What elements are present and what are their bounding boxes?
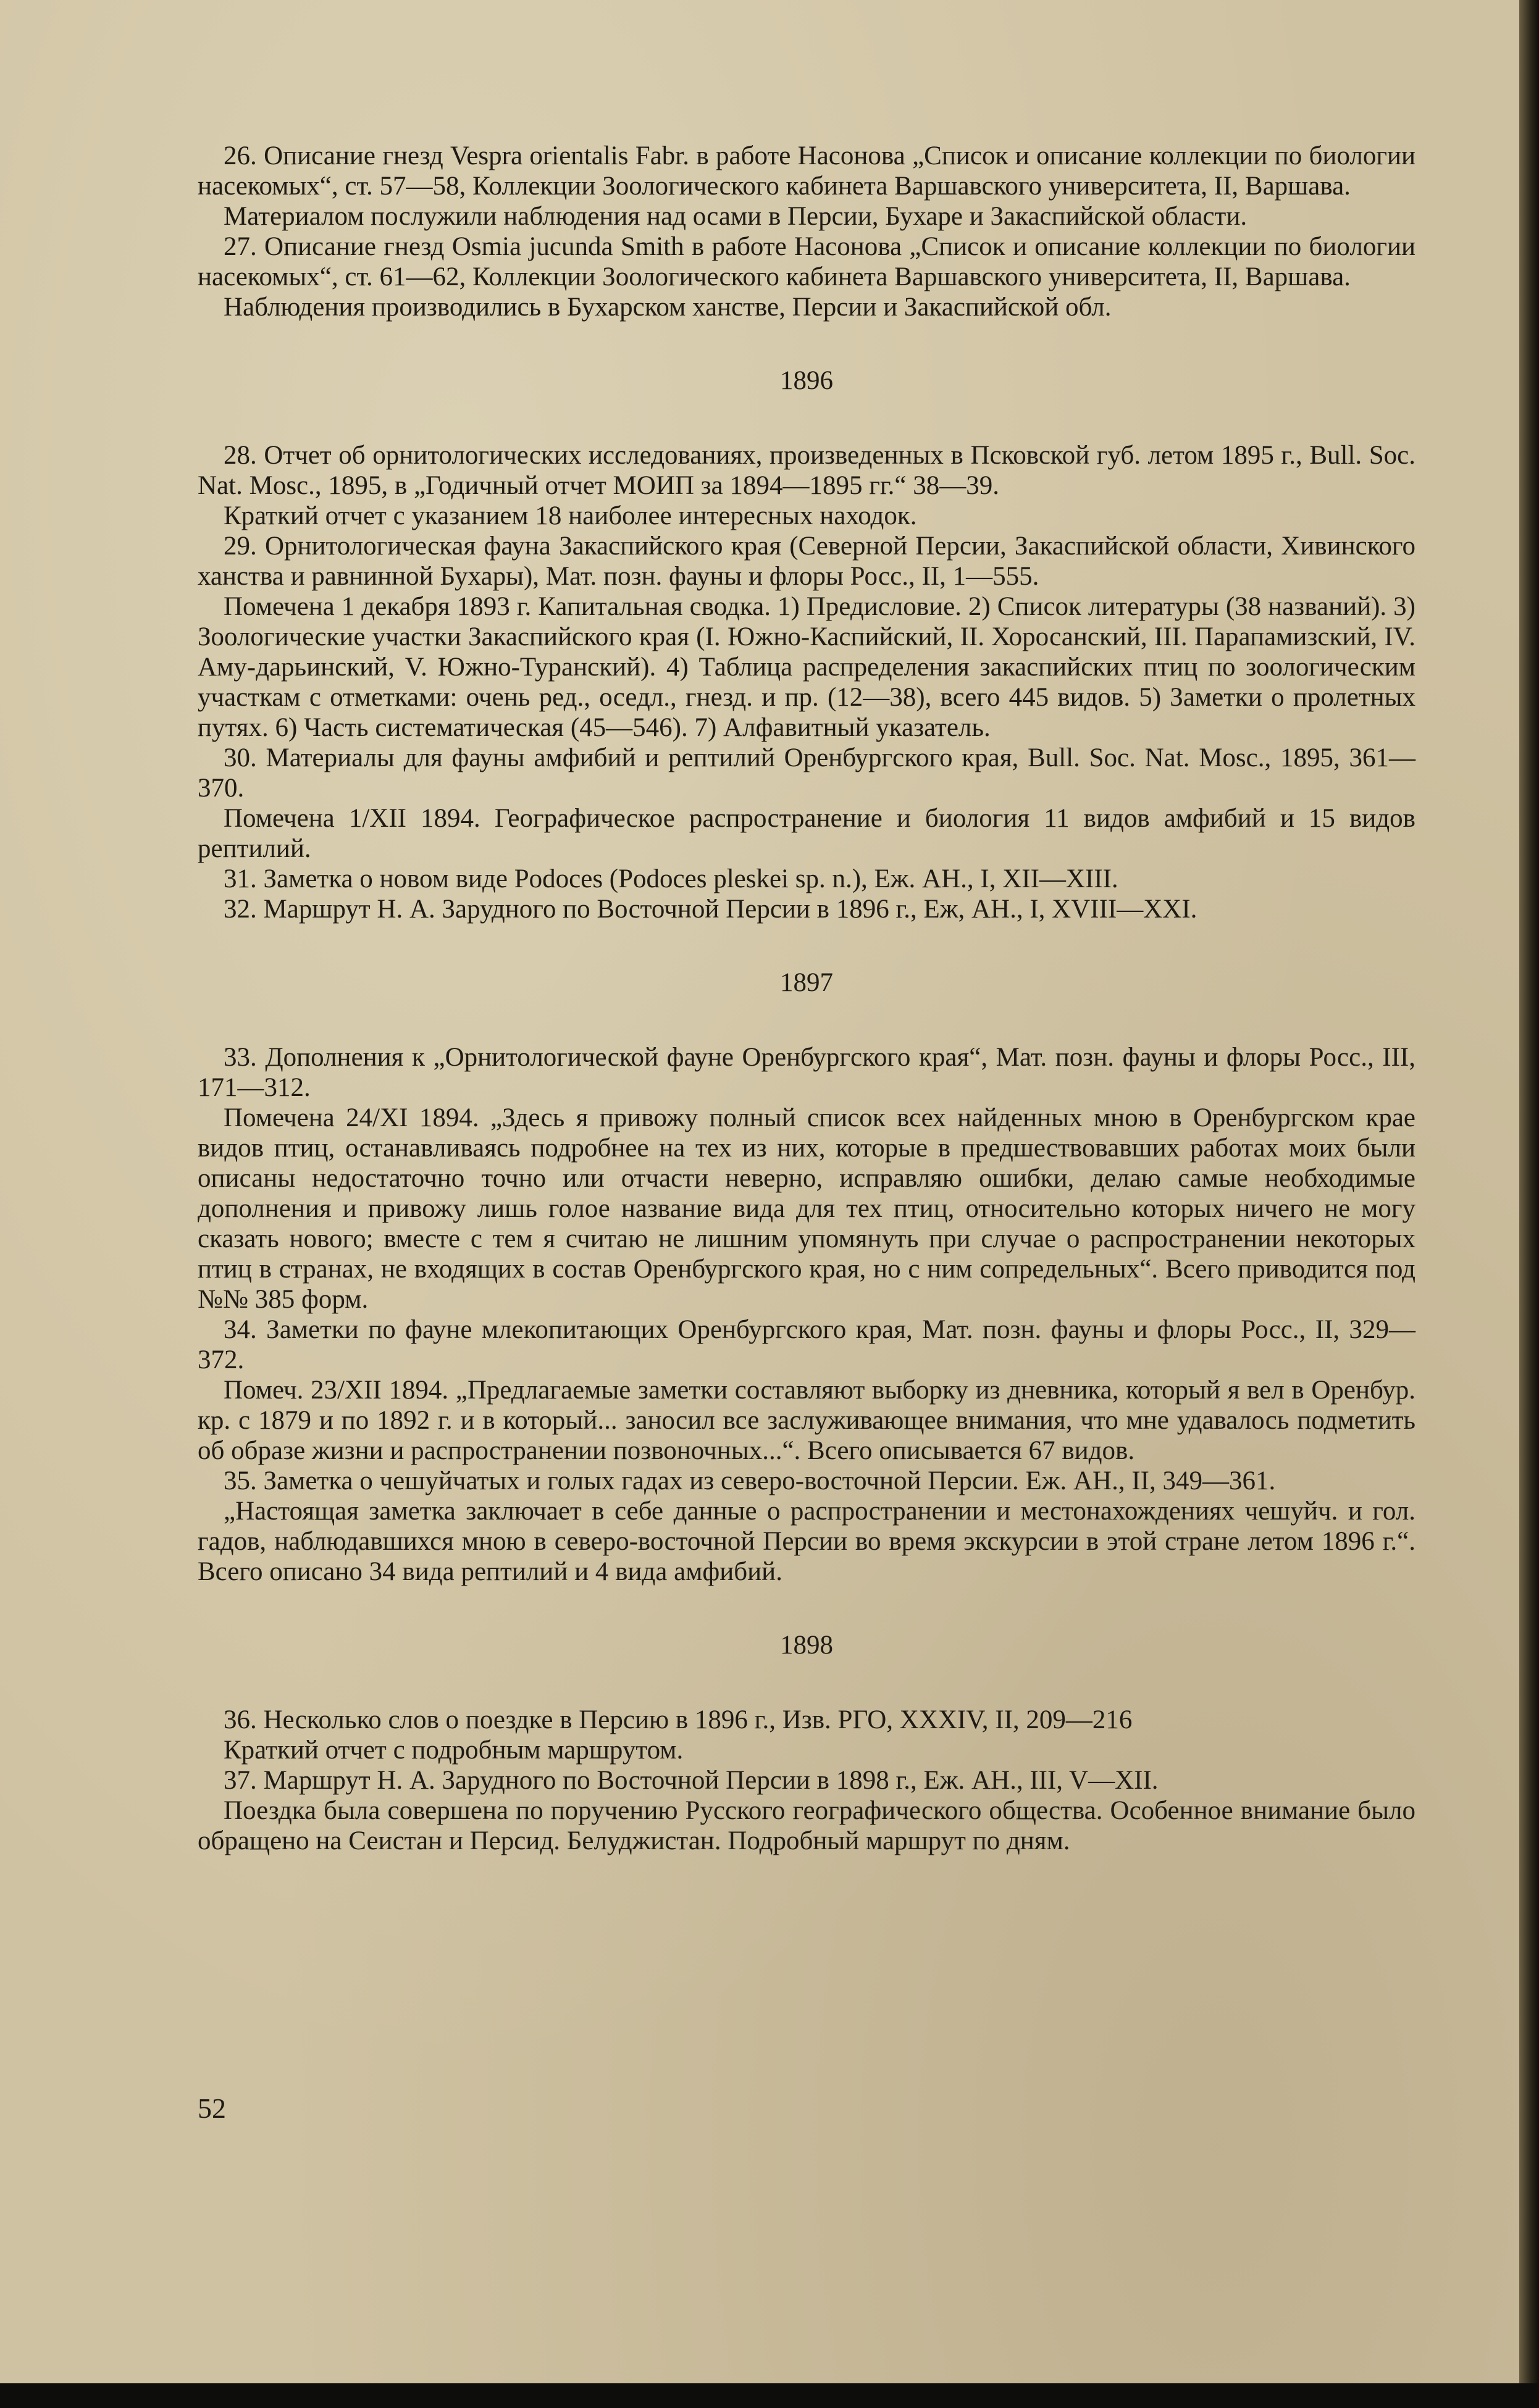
entry-27-note: Наблюдения производились в Бухарском ханстве, Персии и Закаспийской обл. — [224, 293, 1112, 322]
section-1895 — [198, 141, 1415, 322]
year-heading: 1896 — [780, 366, 833, 395]
year-heading: 1898 — [780, 1631, 833, 1660]
section-1898 — [198, 1630, 1415, 1856]
entry-28: 28. Отчет об орнитологических исследованиях, произведенных в Псковской губ. летом 1895 г., Bull. Soc. Nat. Mosc., 1895, в „Годичный отчет МОИП за 1894—1895 гг.“ 38—39. — [198, 441, 1415, 500]
entry-35-note: „Настоящая заметка заключает в себе данные о распространении и местонахождениях чешуйч. и гол. гадов, наблюдавшихся мною в северо-восточной Персии во время экскурсии в этой стране летом 1896 г.“. Всего описано 34 вида рептилий и 4 вида амфибий. — [198, 1497, 1415, 1586]
entry-33-note: Помечена 24/XI 1894. „Здесь я привожу полный список всех найденных мною в Оренбургском крае видов птиц, останавливаясь подробнее на тех из них, которые в предшествовавших работах моих были описаны недостаточно точно или отчасти неверно, исправляю ошибки, делаю самые необходимые дополнения и привожу лишь голое название вида для тех птиц, относительно которых ничего не могу сказать нового; вместе с тем я считаю не лишним упомянуть при случае о распространении некоторых птиц в странах, не входящих в состав Оренбургского края, но с ним сопредельных“. Всего приводится под №№ 385 форм. — [198, 1103, 1415, 1314]
entry-37: 37. Маршрут Н. А. Зарудного по Восточной Персии в 1898 г., Еж. АН., III, V—XII. — [224, 1766, 1159, 1795]
section-1896 — [198, 366, 1415, 924]
entry-34-note: Помеч. 23/XII 1894. „Предлагаемые заметки составляют выборку из дневника, который я вел в Оренбур. кр. с 1879 и по 1892 г. и в который... заносил все заслуживающее внимания, что мне удавалось подметить об образе жизни и распространении позвоночных...“. Всего описывается 67 видов. — [198, 1376, 1415, 1465]
page-body — [198, 141, 1415, 1856]
book-binding-edge — [1519, 0, 1539, 2383]
entry-29: 29. Орнитологическая фауна Закаспийского края (Северной Персии, Закаспийской области, Хивинского ханства и равнинной Бухары), Мат. позн. фауны и флоры Росс., II, 1—555. — [198, 532, 1415, 591]
entry-27: 27. Описание гнезд Osmia jucunda Smith в работе Насонова „Список и описание коллекции по биологии насекомых“, ст. 61—62, Коллекции Зоологического кабинета Варшавского университета, II, Варшава. — [198, 232, 1415, 291]
entry-37-note: Поездка была совершена по поручению Русского географического общества. Особенное внимание было обращено на Сеистан и Персид. Белуджистан. Подробный маршрут по дням. — [198, 1796, 1415, 1855]
year-heading: 1897 — [780, 968, 833, 997]
entry-31: 31. Заметка о новом виде Podoces (Podoces pleskei sp. n.), Еж. АН., I, XII—XIII. — [224, 864, 1118, 893]
entry-33: 33. Дополнения к „Орнитологической фауне Оренбургского края“, Мат. позн. фауны и флоры Росс., III, 171—312. — [198, 1043, 1415, 1102]
scan-bottom-edge — [0, 2383, 1539, 2408]
entry-30-note: Помечена 1/XII 1894. Географическое распространение и биология 11 видов амфибий и 15 видов рептилий. — [198, 804, 1415, 863]
entry-35: 35. Заметка о чешуйчатых и голых гадах из северо-восточной Персии. Еж. АН., II, 349—361. — [224, 1466, 1276, 1495]
entry-36-note: Краткий отчет с подробным маршрутом. — [224, 1736, 684, 1765]
entry-36: 36. Несколько слов о поездке в Персию в 1896 г., Изв. РГО, XXXIV, II, 209—216 — [224, 1705, 1133, 1734]
section-1897 — [198, 968, 1415, 1587]
entry-26: 26. Описание гнезд Vesрra orientalis Fabr. в работе Насонова „Список и описание коллекции по биологии насекомых“, ст. 57—58, Коллекции Зоологического кабинета Варшавского университета, II, Варшава. — [198, 141, 1415, 201]
entry-30: 30. Материалы для фауны амфибий и рептилий Оренбургского края, Bull. Soc. Nat. Mosc., 1895, 361—370. — [198, 743, 1415, 803]
entry-32: 32. Маршрут Н. А. Зарудного по Восточной Персии в 1896 г., Еж, АН., I, XVIII—XXI. — [224, 895, 1197, 924]
entry-29-note: Помечена 1 декабря 1893 г. Капитальная сводка. 1) Предисловие. 2) Список литературы (38 названий). 3) Зоологические участки Закаспийского края (I. Южно-Каспийский, II. Хоросанский, III. Парапамизский, IV. Аму-дарьинский, V. Южно-Туранский). 4) Таблица распределения закаспийских птиц по зоологическим участкам с отметками: очень ред., оседл., гнезд. и пр. (12—38), всего 445 видов. 5) Заметки о пролетных путях. 6) Часть систематическая (45—546). 7) Алфавитный указатель. — [198, 592, 1415, 742]
entry-26-note: Материалом послужили наблюдения над осами в Персии, Бухаре и Закаспийской области. — [224, 202, 1248, 231]
entry-34: 34. Заметки по фауне млекопитающих Оренбургского края, Мат. позн. фауны и флоры Росс., II, 329—372. — [198, 1315, 1415, 1374]
entry-28-note: Краткий отчет с указанием 18 наиболее интересных находок. — [224, 501, 917, 530]
page-number: 52 — [198, 2092, 226, 2124]
